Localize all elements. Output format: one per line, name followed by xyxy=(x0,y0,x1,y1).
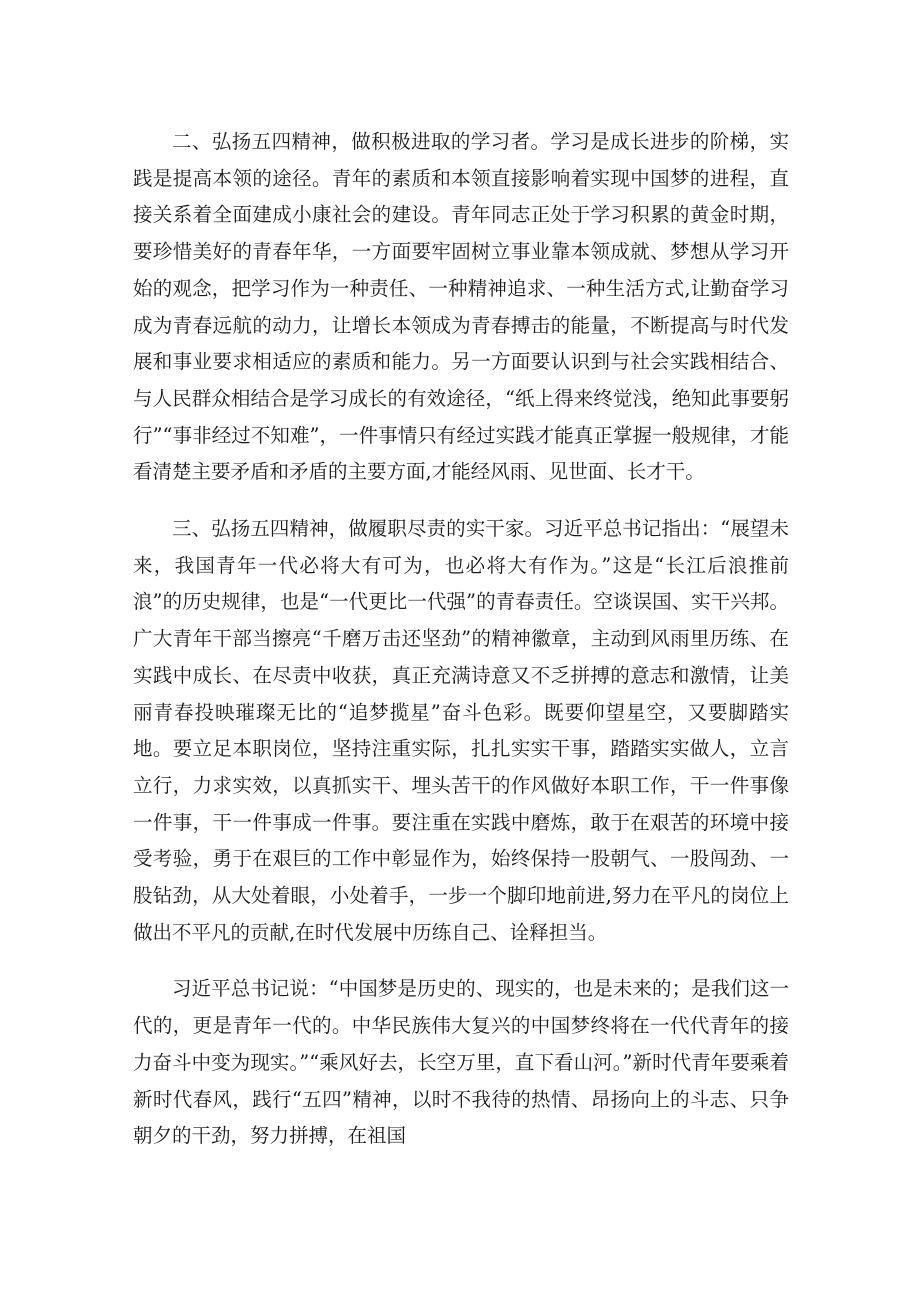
paragraph-closing-quote: 习近平总书记说：“中国梦是历史的、现实的，也是未来的；是我们这一代的，更是青年一代的。中华民族伟大复兴的中国梦终将在一代代青年的接力奋斗中变为现实。”“乘风好去，长空万里，直下看山河。”新时代青年要乘着新时代春风，践行“五四”精神，以时不我待的热情、昂扬向上的斗志、只争朝夕的干劲，努力拼搏，在祖国 xyxy=(133,977,789,1148)
document-body xyxy=(133,124,789,1175)
paragraph-section-two: 二、弘扬五四精神，做积极进取的学习者。学习是成长进步的阶梯，实践是提高本领的途径。青年的素质和本领直接影响着实现中国梦的进程，直接关系着全面建成小康社会的建设。青年同志正处于学习积累的黄金时期，要珍惜美好的青春年华，一方面要牢固树立事业靠本领成就、梦想从学习开始的观念，把学习作为一种责任、一种精神追求、一种生活方式,让勤奋学习成为青春远航的动力，让增长本领成为青春搏击的能量，不断提高与时代发展和事业要求相适应的素质和能力。另一方面要认识到与社会实践相结合、与人民群众相结合是学习成长的有效途径，“纸上得来终觉浅，绝知此事要躬行”“事非经过不知难”，一件事情只有经过实践才能真正掌握一般规律，才能看清楚主要矛盾和矛盾的主要方面,才能经风雨、见世面、长才干。 xyxy=(133,130,789,484)
paragraph-section-three: 三、弘扬五四精神，做履职尽责的实干家。习近平总书记指出：“展望未来，我国青年一代必将大有可为，也必将大有作为。”这是“长江后浪推前浪”的历史规律，也是“一代更比一代强”的青春责任。空谈误国、实干兴邦。广大青年干部当擦亮“千磨万击还坚劲”的精神徽章，主动到风雨里历练、在实践中成长、在尽责中收获，真正充满诗意又不乏拼搏的意志和激情，让美丽青春投映璀璨无比的“追梦揽星”奋斗色彩。既要仰望星空，又要脚踏实地。要立足本职岗位，坚持注重实际，扎扎实实干事，踏踏实实做人，立言立行，力求实效，以真抓实干、埋头苦干的作风做好本职工作，干一件事像一件事，干一件事成一件事。要注重在实践中磨炼，敢于在艰苦的环境中接受考验，勇于在艰巨的工作中彰显作为，始终保持一股朝气、一股闯劲、一股钻劲，从大处着眼，小处着手，一步一个脚印地前进,努力在平凡的岗位上做出不平凡的贡献,在时代发展中历练自己、诠释担当。 xyxy=(133,517,789,944)
